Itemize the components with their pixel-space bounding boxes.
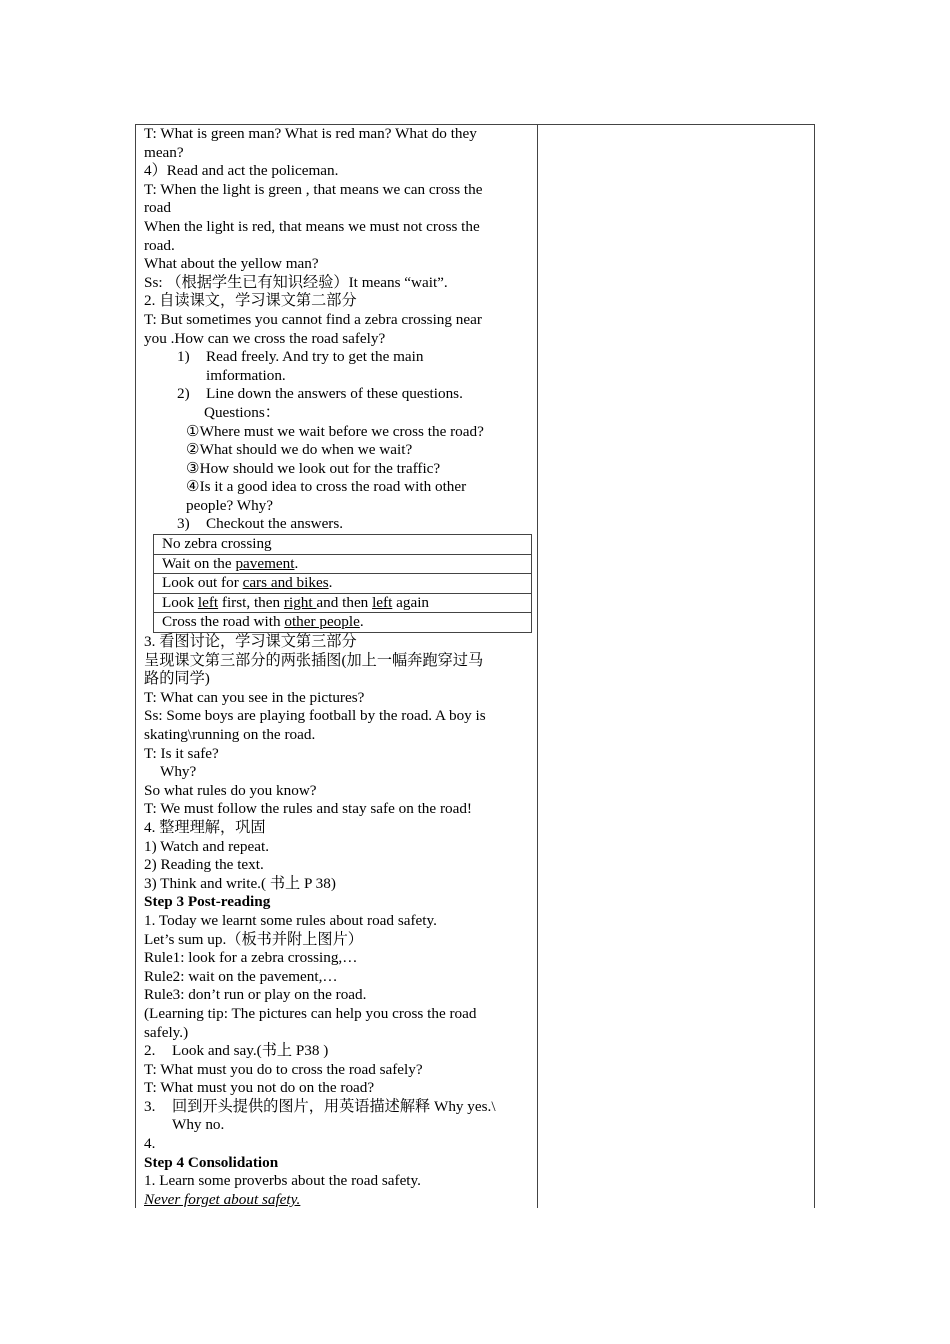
cell-text: Look out for: [162, 574, 243, 592]
column-divider: [537, 124, 538, 1208]
sub-step-number: 3): [177, 515, 190, 533]
text-line: 呈现课文第三部分的两张插图(加上一幅奔跑穿过马: [144, 651, 484, 669]
question-item: ③How should we look out for the traffic?: [186, 459, 441, 477]
cell-text: .: [328, 574, 333, 592]
text-line: Let’s sum up.（板书并附上图片）: [144, 930, 363, 948]
cell-text: Cross the road with: [162, 613, 285, 631]
table-cell: [154, 593, 532, 613]
text-line: Why?: [160, 763, 197, 781]
question-item-continued: people? Why?: [186, 496, 274, 514]
text-line: Rule3: don’t run or play on the road.: [144, 986, 367, 1004]
table-cell: [154, 574, 532, 594]
question-item: ④Is it a good idea to cross the road with other: [186, 478, 467, 496]
text-line: safely.): [144, 1023, 189, 1041]
item-text: 回到开头提供的图片，用英语描述解释 Why yes.\: [172, 1097, 496, 1115]
text-line: Rule1: look for a zebra crossing,…: [144, 949, 358, 967]
section-heading: 4. 整理理解，巩固: [144, 818, 266, 836]
cell-text: .: [359, 613, 364, 631]
sub-step-text: Checkout the answers.: [206, 515, 344, 533]
text-line: you .How can we cross the road safely?: [144, 329, 386, 347]
text-line: T: What must you do to cross the road safely?: [144, 1060, 423, 1078]
text-line: mean?: [144, 143, 184, 161]
cell-text: Look: [162, 593, 198, 611]
sub-step-number: 1): [177, 348, 190, 366]
table-cell: [154, 613, 532, 633]
table-row: [154, 554, 532, 574]
text-line: skating\running on the road.: [144, 726, 316, 743]
text-line: When the light is red, that means we must not cross the: [144, 217, 480, 235]
text-line: 3) Think and write.( 书上 P 38): [144, 874, 336, 892]
text-line: (Learning tip: The pictures can help you cross the road: [144, 1004, 477, 1022]
text-line: T: What must you not do on the road?: [144, 1079, 375, 1097]
text-line: T: Is it safe?: [144, 744, 219, 762]
numbered-item: 4.: [144, 1135, 156, 1153]
cell-text: again: [392, 593, 430, 611]
sub-step-continued: imformation.: [206, 366, 286, 384]
table-cell: No zebra crossing: [154, 535, 532, 555]
item-number: 3.: [144, 1097, 156, 1115]
text-line: T: When the light is green , that means we can cross the: [144, 180, 483, 198]
text-line: T: What can you see in the pictures?: [144, 688, 365, 706]
text-line: So what rules do you know?: [144, 781, 317, 799]
cell-text: Wait on the: [162, 554, 236, 572]
text-line: Rule2: wait on the pavement,…: [144, 967, 338, 985]
text-line: 路的同学): [144, 670, 210, 688]
text-line: 2) Reading the text.: [144, 856, 264, 874]
sub-step-text: Line down the answers of these questions.: [206, 385, 463, 403]
underlined-answer: right: [283, 593, 317, 611]
text-line: T: But sometimes you cannot find a zebra crossing near: [144, 310, 482, 328]
underlined-answer: left: [372, 593, 393, 611]
table-cell: [154, 554, 532, 574]
text-line: 4）Read and act the policeman.: [144, 162, 339, 180]
numbered-item: [144, 1098, 530, 1117]
cell-text: first, then: [218, 593, 284, 611]
text-line: road.: [144, 236, 175, 254]
step-heading: Step 3 Post-reading: [144, 893, 271, 911]
cell-text: and then: [316, 593, 373, 611]
text-line: Ss: Some boys are playing football by the road. A boy is: [144, 707, 486, 725]
answers-table: [153, 534, 532, 633]
item-text-continued: Why no.: [172, 1116, 225, 1134]
lesson-content-column: [144, 125, 530, 1209]
section-heading: 2. 自读课文，学习课文第二部分: [144, 292, 357, 310]
table-row: [154, 535, 532, 555]
proverb: Never forget about safety.: [144, 1190, 301, 1208]
table-row: [154, 613, 532, 633]
sub-step: [144, 385, 530, 404]
sub-step: [144, 515, 530, 534]
text-line: road: [144, 199, 171, 217]
cell-text: .: [294, 554, 299, 572]
text-line: 1. Learn some proverbs about the road safety.: [144, 1172, 421, 1190]
text-line: 1) Watch and repeat.: [144, 837, 269, 855]
text-line: 1. Today we learnt some rules about road safety.: [144, 911, 437, 929]
sub-step-number: 2): [177, 385, 190, 403]
underlined-answer: cars and bikes: [242, 574, 329, 592]
text-line: T: We must follow the rules and stay safe on the road!: [144, 800, 472, 818]
question-item: ②What should we do when we wait?: [186, 441, 413, 459]
numbered-item: [144, 1042, 530, 1061]
table-row: [154, 574, 532, 594]
underlined-answer: pavement: [235, 554, 295, 572]
step-heading: Step 4 Consolidation: [144, 1153, 279, 1171]
questions-label: Questions：: [204, 403, 280, 421]
text-line: What about the yellow man?: [144, 255, 319, 273]
sub-step: [144, 348, 530, 367]
item-number: 2.: [144, 1042, 156, 1060]
text-line: T: What is green man? What is red man? What do they: [144, 125, 477, 142]
underlined-answer: left: [197, 593, 219, 611]
underlined-answer: other people: [284, 613, 360, 631]
question-item: ①Where must we wait before we cross the road?: [186, 422, 484, 440]
section-heading: 3. 看图讨论，学习课文第三部分: [144, 633, 357, 651]
text-line: Ss: （根据学生已有知识经验）It means “wait”.: [144, 273, 448, 291]
sub-step-text: Read freely. And try to get the main: [206, 348, 424, 366]
table-row: [154, 593, 532, 613]
item-text: Look and say.(书上 P38 ): [172, 1042, 329, 1060]
